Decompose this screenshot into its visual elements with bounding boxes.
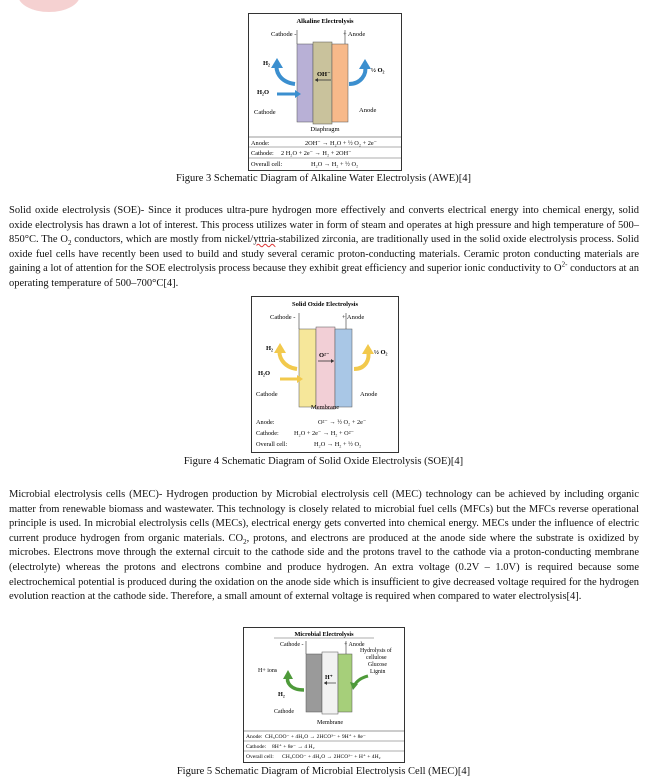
logo-fragment [18,0,80,12]
spellcheck-word: yttria [253,234,276,246]
fig3-eq-overall-label: Overall cell: [251,161,283,168]
fig4-cathode-bottom: Cathode [256,391,278,398]
fig5-title: Microbial Electrolysis [294,631,354,638]
para1-sup: 2- [561,260,568,269]
fig5-cathode-label: Cathode - [280,642,304,648]
para1-text-e: conductors at an operating temperature of 500–700°C[4]. [9,263,640,289]
figure-5-diagram [243,627,405,763]
figure-5-caption: Figure 5 Schematic Diagram of Microbial Electrolysis Cell (MEC)[4] [176,766,471,777]
fig4-title: Solid Oxide Electrolysis [292,301,358,308]
fig5-h2: H₂ [278,691,285,698]
fig4-eq-anode: O²⁻ → ½ O₂ + 2e⁻ [318,419,367,426]
para2-text-a: Microbial electrolysis cells (MEC)- Hydrogen production by Microbial electrolysis cell (MEC) technology can be achieved by including organic matter from renewable biomass and wastewater. This technology is closely related to microbial fuel cells (MFCs) but the MFCs reverse operational principle is used. In microbial electrolysis cells (MECs), electrical energy gets converted into chemical energy. MECs under the influence of electric current produce hydrogen from organic materials. CO [9,489,639,544]
figure-4-caption: Figure 4 Schematic Diagram of Solid Oxide Electrolysis (SOE)[4] [183,456,464,467]
fig5-eq-cathode: 8H⁺ + 8e⁻ → 4 H₂ [272,744,315,750]
fig5-anode-plate [338,654,352,712]
fig5-separator-label: Membrane [317,720,343,726]
fig5-eq-overall-label: Overall cell: [246,754,274,760]
fig3-anode-label: + Anode [343,31,366,38]
fig3-h2o: H₂O [257,89,270,96]
fig4-cathode-label: Cathode - [270,314,296,321]
para2-sub: 2 [243,537,247,546]
fig4-eq-overall: H₂O → H₂ + ½ O₂ [314,441,362,448]
fig3-cathode-bottom: Cathode [254,109,276,116]
fig3-cathode-plate [297,44,313,122]
fig5-hydrolysis-1: Hydrolysis of [360,648,392,654]
fig4-anode-plate [335,329,352,407]
figure-3-diagram [248,13,402,171]
fig4-eq-anode-label: Anode: [256,419,275,426]
fig5-cathode-bottom: Cathode [274,709,294,715]
fig5-ion-label: H⁺ [325,675,333,681]
fig5-hydrolysis-4: Lignin [370,669,386,675]
fig3-o2: ½ O₂ [371,67,385,74]
fig4-eq-cathode: H₂O + 2e⁻ → H₂ + O²⁻ [294,430,354,437]
fig5-hydrolysis-3: Glucose [368,662,387,668]
figure-3-caption: Figure 3 Schematic Diagram of Alkaline Water Electrolysis (AWE)[4] [176,173,471,184]
para1-text-d: -stabilized zirconia, are traditionally used in the solid oxide electrolysis process. Solid oxide fuel cells have recently been used to build and study several ceramic proton-conducting materials. Ceramic proton conducting materials are gaining a lot of attention for the SOE electrolysis process because they exhibit great efficiency and superior ionic conductivity to O [9,234,640,275]
fig5-cathode-plate [306,654,322,712]
fig5-eq-overall: CH₃COO⁻ + 4H₂O → 2HCO³⁻ + H⁺ + 4H₂ [282,754,381,760]
fig3-eq-anode-label: Anode: [251,140,270,147]
fig3-title: Alkaline Electrolysis [296,18,354,25]
fig5-hplus-ions: H+ ions [258,668,278,674]
paragraph-mec [9,488,639,605]
fig4-separator-label: Membrane [310,404,340,411]
fig3-anode-bottom: Anode [359,107,377,114]
fig5-eq-cathode-label: Cathode: [246,744,267,750]
fig3-eq-cathode-label: Cathode: [251,150,274,157]
fig3-ion-label: OH⁻ [317,71,331,78]
para1-text-a: Solid oxide electrolysis (SOE)- Since it produces ultra-pure hydrogen more effectively and converts electrical energy into chemical energy, solid oxide electrolysis has drawn a lot of interest. This process utilizes water in form of steam and operates at high pressure and high temperature of 500–850°C. The O [9,205,639,246]
para1-sub: 2 [67,239,72,248]
para2-text-b: , protons, and electrons are produced at the anode side where the substrate is oxidized by microbes. Electrons move through the external circuit to the cathode side and the protons travel to the cathode via a proton-conducting membrane (electrolyte) whereas the protons and electrons combine and produce hydrogen. An extra voltage (0.2V – 1.0V) is required because some electrochemical potential is produced during the oxidation on the anode side which is insufficient to give decreased voltage required for the hydrogen evolution reaction at the cathode side. Therefore, a small amount of external voltage is required when compared to water electrolysis[4]. [9,532,640,603]
fig3-separator-label: Diaphragm [310,126,340,133]
fig4-cathode-plate [299,329,316,407]
fig3-eq-anode: 2OH⁻ → H₂O + ½ O₂ + 2e⁻ [305,140,378,147]
fig5-anode-label: + Anode [344,642,365,648]
fig4-o2: ½ O₂ [374,349,388,356]
paragraph-soe [9,204,639,292]
fig5-eq-anode: CH₃COO⁻ + 4H₂O → 2HCO³⁻ + 9H⁺ + 8e⁻ [265,734,366,740]
fig3-eq-overall: H₂O → H₂ + ½ O₂ [311,161,359,168]
fig3-cathode-label: Cathode - [271,31,297,38]
fig4-membrane [316,327,335,409]
fig4-anode-label: + Anode [342,314,365,321]
fig3-anode-plate [332,44,348,122]
fig4-eq-overall-label: Overall cell: [256,441,288,448]
fig3-diaphragm [313,42,332,124]
para1-text-b: conductors, which are mostly from nickel/ [71,234,254,246]
fig5-hydrolysis-2: cellulose [366,655,387,661]
fig4-h2o: H₂O [258,370,271,377]
fig4-h2: H₂ [266,345,274,352]
fig5-eq-anode-label: Anode: [246,734,263,740]
fig3-eq-cathode: 2 H₂O + 2e⁻ → H₂ + 2OH⁻ [281,150,352,157]
figure-4-diagram [251,296,399,453]
fig4-eq-cathode-label: Cathode: [256,430,279,437]
fig3-h2: H₂ [263,60,271,67]
fig4-anode-bottom: Anode [360,391,378,398]
fig4-ion-label: O²⁻ [319,352,330,359]
